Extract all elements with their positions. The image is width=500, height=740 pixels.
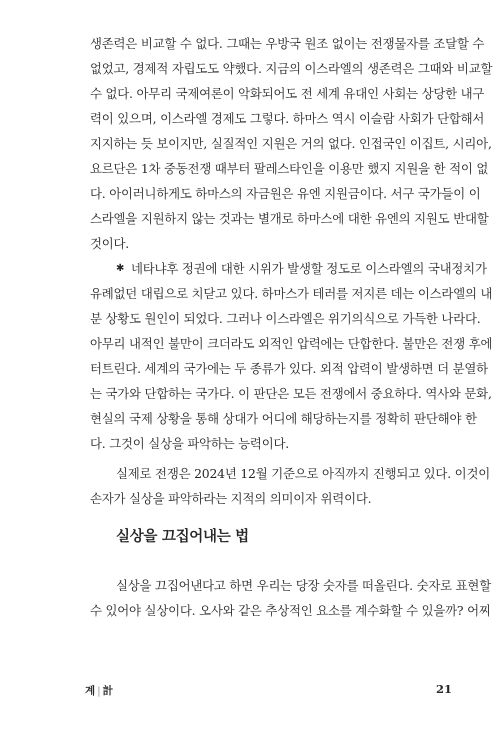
- asterisk-marker-icon: ✱: [116, 263, 125, 274]
- body-line: 유례없던 대립으로 치닫고 있다. 하마스가 테러를 저지른 데는 이스라엘의 내: [90, 286, 493, 301]
- chapter-title-hanja: 計: [102, 685, 114, 697]
- chapter-running-footer: [85, 683, 113, 698]
- body-line: 손자가 실상을 파악하라는 지적의 의미이자 위력이다.: [90, 491, 372, 506]
- body-line: 다. 그것이 실상을 파악하는 능력이다.: [90, 436, 289, 451]
- section-heading: 실상을 끄집어내는 법: [116, 528, 249, 545]
- footer-separator: |: [97, 685, 101, 697]
- body-line: 수 있어야 실상이다. 오사와 같은 추상적인 요소를 계수화할 수 있을까? 어찌: [90, 603, 491, 618]
- body-line: 터트린다. 세계의 국가에는 두 종류가 있다. 외적 압력이 발생하면 더 분열하: [90, 361, 488, 376]
- chapter-title-hangul: 계: [85, 685, 96, 697]
- body-line: 다. 아이러니하게도 하마스의 자금원은 유엔 지원금이다. 서구 국가들이 이: [90, 186, 481, 201]
- body-line: 요르단은 1차 중동전쟁 때부터 팔레스타인을 이용만 했지 지원을 한 적이 없: [90, 161, 489, 176]
- body-line: 분 상황도 원인이 되었다. 그러나 이스라엘은 위기의식으로 가득한 나라다.: [90, 311, 481, 326]
- body-line: 수 없다. 아무리 국제여론이 악화되어도 전 세계 유대인 사회는 상당한 내구: [90, 86, 485, 101]
- body-line: 없었고, 경제적 자립도도 약했다. 지금의 이스라엘의 생존력은 그때와 비교할: [90, 61, 493, 76]
- body-line: 아무리 내적인 불만이 크더라도 외적인 압력에는 단합한다. 불만은 전쟁 후에: [90, 336, 493, 351]
- body-line: 네타냐후 정권에 대한 시위가 발생할 정도로 이스라엘의 국내정치가: [131, 261, 487, 276]
- body-line: 지지하는 듯 보이지만, 실질적인 지원은 거의 없다. 인접국인 이집트, 시리아,: [90, 136, 492, 151]
- body-line: 현실의 국제 상황을 통해 상대가 어디에 해당하는지를 정확히 판단해야 한: [90, 411, 477, 426]
- body-line: 력이 있으며, 이스라엘 경제도 그렇다. 하마스 역시 이슬람 사회가 단합해서: [90, 111, 485, 126]
- body-line: 생존력은 비교할 수 없다. 그때는 우방국 원조 없이는 전쟁물자를 조달할 수: [90, 36, 485, 51]
- body-line: 스라엘을 지원하지 않는 것과는 별개로 하마스에 대한 유엔의 지원도 반대할: [90, 211, 489, 226]
- body-line: 는 국가와 단합하는 국가다. 이 판단은 모든 전쟁에서 중요하다. 역사와 문화,: [90, 386, 492, 401]
- body-line: 실제로 전쟁은 2024년 12월 기준으로 아직까지 진행되고 있다. 이것이: [116, 466, 490, 481]
- body-line: 것이다.: [90, 236, 130, 251]
- page-number: 21: [435, 682, 452, 696]
- body-line: 실상을 끄집어낸다고 하면 우리는 당장 숫자를 떠올린다. 숫자로 표현할: [116, 578, 491, 593]
